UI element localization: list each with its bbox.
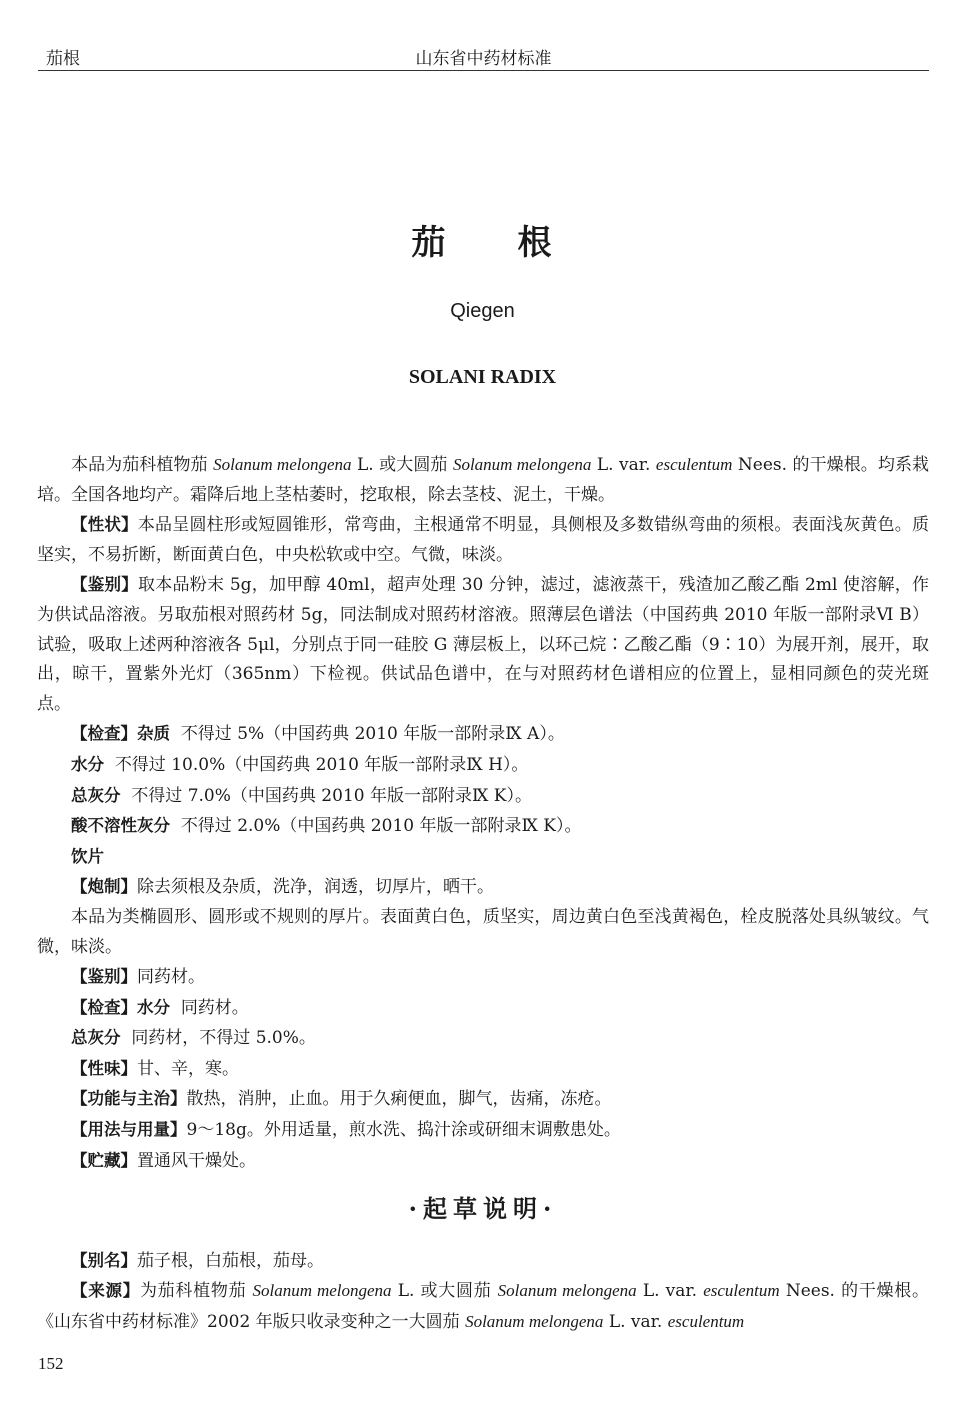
running-header [38,38,929,71]
yinpian-description: 本品为类椭圆形、圆形或不规则的厚片。表面黄白色，质坚实，周边黄白色至浅黄褐色，栓皮脱落处具纵皱纹。气微，味淡。 [37,906,929,957]
jiancha-water: 水分 不得过 10.0%（中国药典 2010 年版一部附录Ⅸ H）。 [71,754,529,775]
main-text [37,450,929,1338]
section-zhucang: 【贮藏】置通风干燥处。 [71,1150,256,1171]
entry-title [0,215,965,264]
section-bieming: 【别名】茄子根，白茄根，茄母。 [71,1250,324,1271]
title-char-2: 根 [517,223,554,263]
section-gongneng: 【功能与主治】散热，消肿，止血。用于久痢便血，脚气，齿痛，冻疮。 [71,1089,612,1110]
section-yongfa: 【用法与用量】9～18g。外用适量，煎水洗、捣汁涂或研细末调敷患处。 [71,1120,621,1141]
header-book-title: 山东省中药材标准 [415,49,552,69]
section-jianbie: 【鉴别】取本品粉末 5g，加甲醇 40ml，超声处理 30 分钟，滤过，滤液蒸干，残渣加乙酸乙酯 2ml 使溶解，作为供试品溶液。另取茄根对照药材 5g，同法制成对照药材溶液。照薄层色谱法（中国药典 2010 年版一部附录Ⅵ B）试验，吸取上述两种溶液各 5μl，分别点于同一硅胶 G 薄层板上，以环己烷∶乙酸乙酯（9∶10）为展开剂，展开，取出，晾干，置紫外光灯（365nm）下检视。供试品色谱中，在与对照药材色谱相应的位置上，显相同颜色的荧光斑点。 [37,575,929,714]
pinyin-name: Qiegen [450,300,515,322]
section-jiancha: 【检查】杂质 不得过 5%（中国药典 2010 年版一部附录Ⅸ A）。 [71,724,565,745]
drafting-notes-heading: ·起草说明· [408,1194,558,1224]
section-laiyuan: 【来源】为茄科植物茄 Solanum melongena L. 或大圆茄 Solanum melongena L. var. esculentum Nees. 的干燥根。《山东省中药材标准》2002 年版只收录变种之一大圆茄 Solanum melongena L. var. esculentum [37,1281,930,1333]
intro-paragraph: 本品为茄科植物茄 Solanum melongena L. 或大圆茄 Solanum melongena L. var. esculentum Nees. 的干燥根。均系栽培。全国各地均产。霜降后地上茎枯萎时，挖取根，除去茎枝、泥土，干燥。 [37,455,930,505]
jiancha-ash: 总灰分 不得过 7.0%（中国药典 2010 年版一部附录Ⅸ K）。 [71,785,532,806]
section-xingzhuang: 【性状】本品呈圆柱形或短圆锥形，常弯曲，主根通常不明显，具侧根及多数错纵弯曲的须根。表面浅灰黄色。质坚实，不易折断，断面黄白色，中央松软或中空。气微，味淡。 [37,515,930,565]
section-xingwei: 【性味】甘、辛，寒。 [71,1058,239,1079]
title-char-1: 茄 [411,223,448,263]
header-left-title: 茄根 [46,49,80,69]
latin-name: SOLANI RADIX [408,366,557,388]
yinpian-heading: 饮片 [71,846,104,866]
yinpian-ash: 总灰分 同药材，不得过 5.0%。 [71,1028,316,1049]
yinpian-jianbie: 【鉴别】同药材。 [71,967,205,988]
section-paozhi: 【炮制】除去须根及杂质，洗净，润透，切厚片，晒干。 [71,877,494,898]
page-number: 152 [38,1354,64,1373]
yinpian-jiancha: 【检查】水分 同药材。 [71,997,249,1018]
jiancha-acid-ash: 酸不溶性灰分 不得过 2.0%（中国药典 2010 年版一部附录Ⅸ K）。 [71,816,582,837]
